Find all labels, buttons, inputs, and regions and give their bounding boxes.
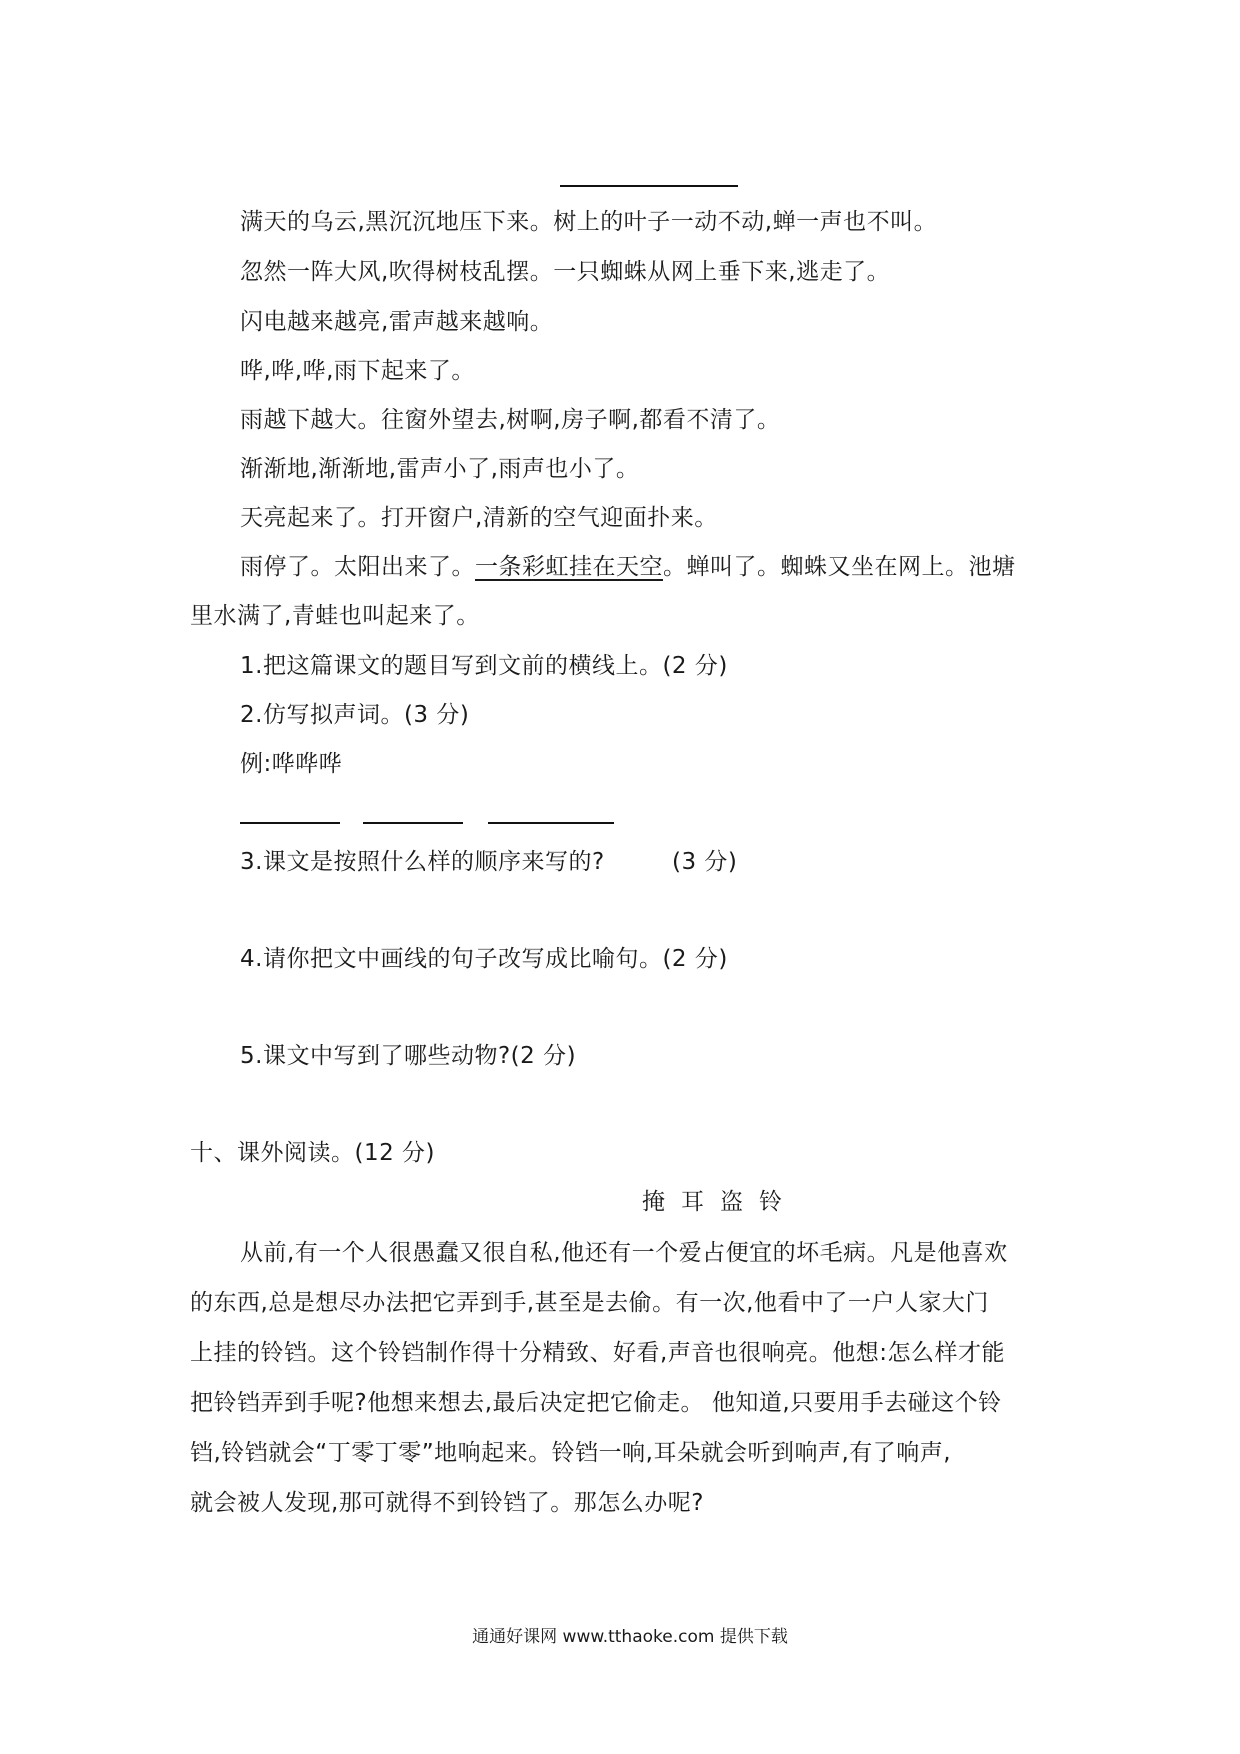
- question-5: 5.课文中写到了哪些动物?(2 分): [240, 1043, 577, 1069]
- underlined-sentence: 一条彩虹挂在天空: [475, 554, 663, 580]
- page-footer: 通通好课网 www.tthaoke.com 提供下载: [472, 1627, 788, 1647]
- onomatopoeia-blank-3[interactable]: [488, 822, 614, 824]
- passage-paragraph-3: 闪电越来越亮,雷声越来越响。: [240, 309, 554, 335]
- paragraph-8-rest: 。蝉叫了。蜘蛛又坐在网上。池塘: [663, 554, 1016, 580]
- story-line-3: 上挂的铃铛。这个铃铛制作得十分精致、好看,声音也很响亮。他想:怎么样才能: [190, 1340, 1006, 1366]
- story-line-2: 的东西,总是想尽办法把它弄到手,甚至是去偷。有一次,他看中了一户人家大门: [190, 1290, 989, 1316]
- passage-paragraph-8: [240, 551, 1016, 583]
- question-3-score: (3 分): [672, 849, 738, 875]
- passage-paragraph-5: 雨越下越大。往窗外望去,树啊,房子啊,都看不清了。: [240, 407, 781, 433]
- question-4: 4.请你把文中画线的句子改写成比喻句。(2 分): [240, 946, 728, 972]
- paragraph-8-start: 雨停了。太阳出来了。: [240, 554, 475, 580]
- section-10-heading: 十、课外阅读。(12 分): [190, 1140, 436, 1166]
- story-line-5: 铛,铃铛就会“丁零丁零”地响起来。铃铛一响,耳朵就会听到响声,有了响声,: [190, 1440, 952, 1466]
- passage-paragraph-4: 哗,哗,哗,雨下起来了。: [240, 358, 475, 384]
- story-title: 掩耳盗铃: [642, 1189, 798, 1215]
- question-3: 3.课文是按照什么样的顺序来写的?: [240, 849, 605, 875]
- question-2-example: 例:哗哗哗: [240, 751, 343, 777]
- onomatopoeia-blank-2[interactable]: [363, 822, 463, 824]
- title-answer-blank[interactable]: [560, 185, 738, 187]
- passage-paragraph-2: 忽然一阵大风,吹得树枝乱摆。一只蜘蛛从网上垂下来,逃走了。: [240, 259, 891, 285]
- story-line-6: 就会被人发现,那可就得不到铃铛了。那怎么办呢?: [190, 1490, 705, 1516]
- story-line-4: 把铃铛弄到手呢?他想来想去,最后决定把它偷走。 他知道,只要用手去碰这个铃: [190, 1390, 1002, 1416]
- story-line-1: 从前,有一个人很愚蠢又很自私,他还有一个爱占便宜的坏毛病。凡是他喜欢: [240, 1240, 1008, 1266]
- passage-paragraph-1: 满天的乌云,黑沉沉地压下来。树上的叶子一动不动,蝉一声也不叫。: [240, 209, 938, 235]
- question-2: 2.仿写拟声词。(3 分): [240, 702, 470, 728]
- passage-paragraph-8-continued: 里水满了,青蛙也叫起来了。: [190, 603, 480, 629]
- question-1: 1.把这篇课文的题目写到文前的横线上。(2 分): [240, 653, 728, 679]
- passage-paragraph-7: 天亮起来了。打开窗户,清新的空气迎面扑来。: [240, 505, 718, 531]
- onomatopoeia-blank-1[interactable]: [240, 822, 340, 824]
- passage-paragraph-6: 渐渐地,渐渐地,雷声小了,雨声也小了。: [240, 456, 640, 482]
